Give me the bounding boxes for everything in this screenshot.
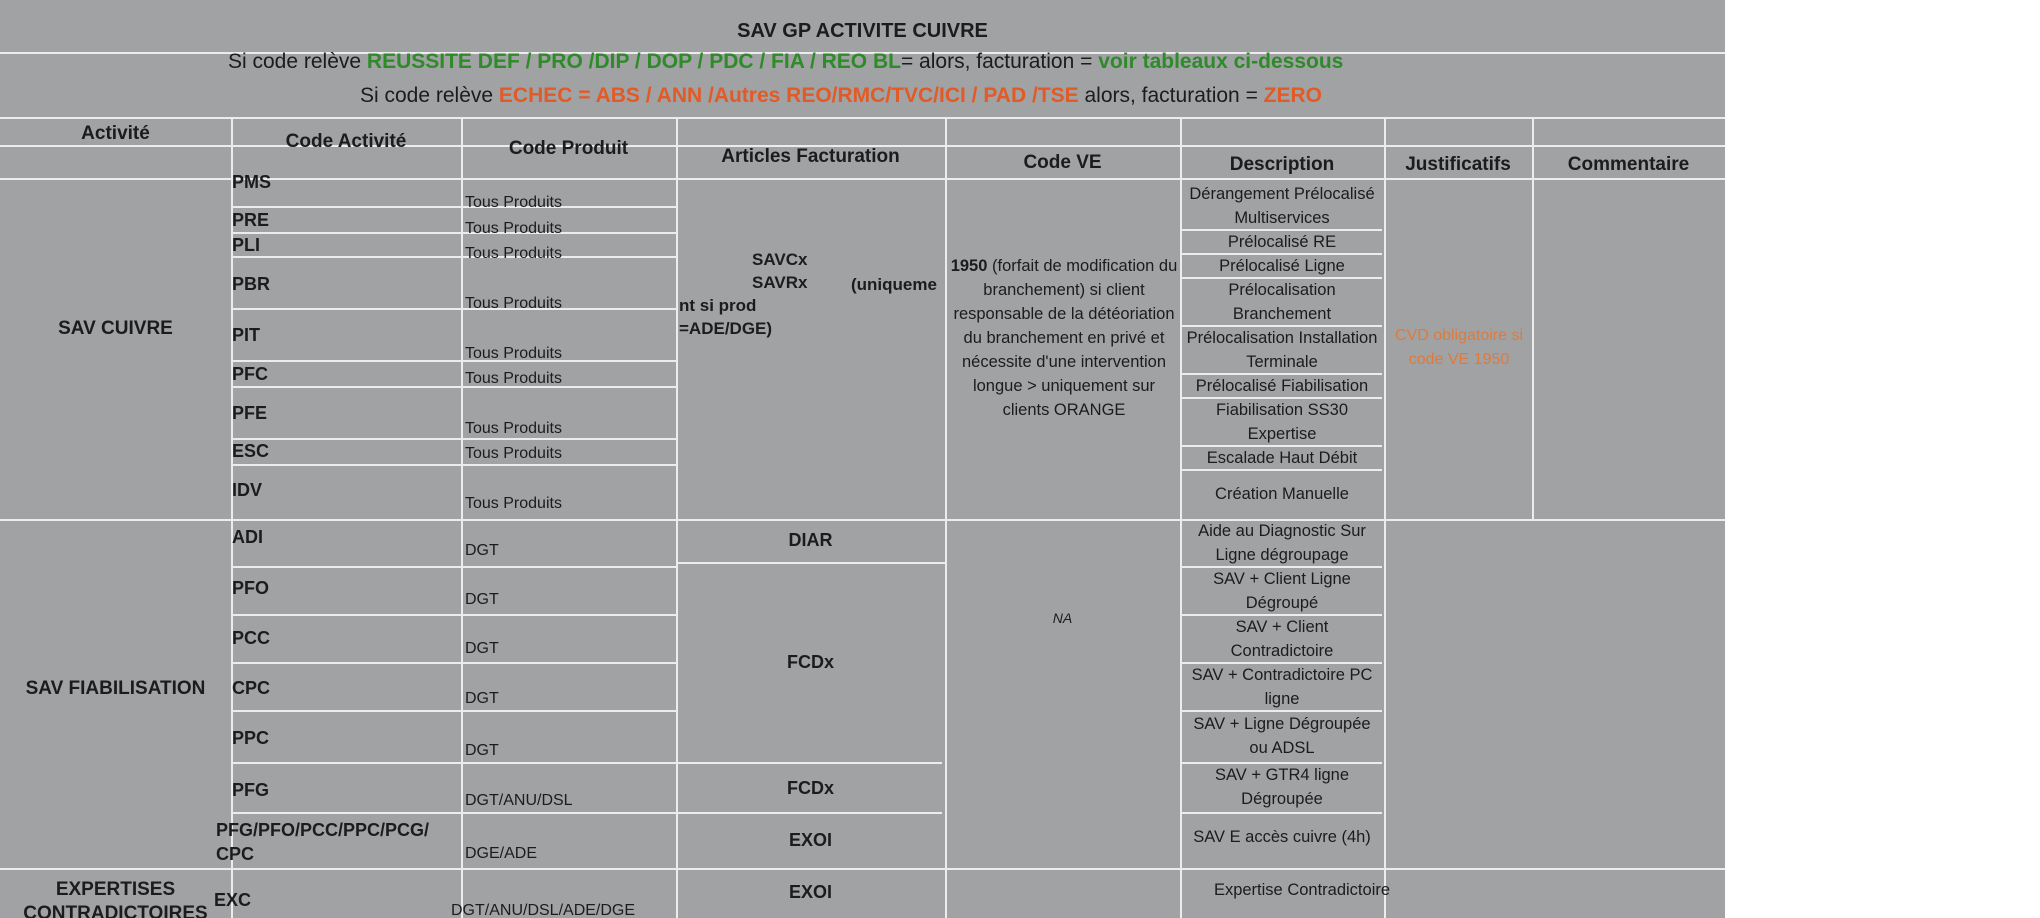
description: SAV + Client Ligne Dégroupé bbox=[1213, 570, 1351, 612]
code-produit: Tous Produits bbox=[465, 194, 562, 211]
code-activite: CPC bbox=[232, 678, 271, 698]
description: SAV + Contradictoire PC ligne bbox=[1191, 666, 1373, 708]
code-produit: Tous Produits bbox=[465, 495, 562, 512]
code-produit: DGT bbox=[465, 591, 499, 608]
activite-expertises: EXPERTISES CONTRADICTOIRES bbox=[23, 879, 208, 918]
rule-line bbox=[0, 519, 1725, 521]
code-activite: PFO bbox=[232, 578, 270, 598]
description: SAV E accès cuivre (4h) bbox=[1193, 828, 1371, 846]
activite-sav-cuivre: SAV CUIVRE bbox=[58, 318, 173, 339]
code-produit: DGE/ADE bbox=[465, 845, 538, 862]
description: SAV + Client Contradictoire bbox=[1230, 618, 1334, 660]
article-diar: DIAR bbox=[788, 530, 833, 550]
activite-sav-fiabilisation: SAV FIABILISATION bbox=[25, 678, 206, 699]
code-activite: PFG/PFO/PCC/PPC/PCG/ CPC bbox=[216, 820, 430, 864]
code-activite: PFE bbox=[232, 403, 268, 423]
failure-rule bbox=[360, 84, 1322, 108]
description: Prélocalisé Fiabilisation bbox=[1195, 377, 1369, 395]
description: Aide au Diagnostic Sur Ligne dégroupage bbox=[1198, 522, 1366, 564]
row-line bbox=[677, 562, 947, 564]
header-description: Description bbox=[1229, 154, 1335, 175]
failure-prefix: Si code relève bbox=[360, 84, 494, 107]
code-produit: Tous Produits bbox=[465, 420, 562, 437]
success-mid: = alors, facturation = bbox=[900, 50, 1093, 73]
success-prefix: Si code relève bbox=[228, 50, 362, 73]
column-line bbox=[461, 117, 463, 918]
code-activite: PFG bbox=[232, 780, 270, 800]
code-produit: DGT/ANU/DSL bbox=[465, 792, 573, 809]
code-produit: Tous Produits bbox=[465, 345, 562, 362]
code-activite: ESC bbox=[232, 441, 270, 461]
header-code-activite: Code Activité bbox=[285, 131, 407, 152]
rule-line bbox=[0, 868, 1725, 870]
code-activite: PRE bbox=[232, 210, 270, 230]
row-line bbox=[232, 464, 677, 466]
description: Prélocalisation Installation Terminale bbox=[1186, 329, 1378, 371]
code-produit: DGT bbox=[465, 690, 499, 707]
code-produit: Tous Produits bbox=[465, 445, 562, 462]
article-savrx: SAVRx bbox=[752, 273, 808, 292]
code-activite: PMS bbox=[232, 172, 272, 192]
article-exoi: EXOI bbox=[788, 830, 832, 850]
code-activite: PFC bbox=[232, 364, 268, 384]
success-rule bbox=[228, 50, 1343, 74]
header-activite: Activité bbox=[81, 123, 150, 144]
description: Dérangement Prélocalisé Multiservices bbox=[1189, 185, 1375, 227]
description: Fiabilisation SS30 Expertise bbox=[1215, 401, 1349, 443]
row-line bbox=[232, 812, 942, 814]
description: Expertise Contradictoire bbox=[1213, 881, 1391, 899]
success-codes: REUSSITE DEF / PRO /DIP / DOP / PDC / FIA / REO BL bbox=[366, 50, 901, 73]
header-articles: Articles Facturation bbox=[721, 146, 900, 167]
code-produit: Tous Produits bbox=[465, 220, 562, 237]
code-activite: PPC bbox=[232, 728, 270, 748]
code-ve-na: NA bbox=[1052, 610, 1073, 626]
code-ve-text: (forfait de modification du branchement) si client responsable de la détéoriation du branchement en privé et nécessite d'une intervention longue > uniquement sur clients ORANGE bbox=[953, 257, 1178, 419]
row-line bbox=[232, 308, 677, 310]
article-savcx: SAVCx bbox=[752, 250, 808, 269]
header-justificatifs: Justificatifs bbox=[1405, 154, 1511, 175]
description: SAV + GTR4 ligne Dégroupée bbox=[1214, 766, 1350, 808]
row-line bbox=[232, 762, 942, 764]
code-produit: DGT bbox=[465, 742, 499, 759]
column-line bbox=[945, 117, 947, 918]
code-activite: PCC bbox=[232, 628, 271, 648]
row-line bbox=[232, 256, 677, 258]
code-activite: IDV bbox=[232, 480, 263, 500]
article-exoi: EXOI bbox=[788, 882, 832, 902]
header-code-produit: Code Produit bbox=[508, 138, 629, 159]
column-line bbox=[1384, 117, 1386, 918]
article-only-note: (uniqueme bbox=[851, 275, 937, 294]
code-produit: Tous Produits bbox=[465, 370, 562, 387]
code-produit: DGT bbox=[465, 542, 499, 559]
code-ve-number: 1950 bbox=[950, 257, 988, 275]
code-activite: PLI bbox=[232, 235, 261, 255]
code-activite: PBR bbox=[232, 274, 271, 294]
row-line bbox=[232, 614, 677, 616]
description: Prélocalisé RE bbox=[1227, 233, 1337, 251]
row-line bbox=[232, 386, 677, 388]
row-line bbox=[232, 360, 677, 362]
row-line bbox=[232, 662, 677, 664]
page-title: SAV GP ACTIVITE CUIVRE bbox=[737, 20, 988, 42]
row-line bbox=[232, 710, 677, 712]
failure-result: ZERO bbox=[1263, 84, 1323, 107]
description: Escalade Haut Débit bbox=[1206, 449, 1358, 467]
column-line bbox=[1532, 117, 1534, 519]
code-produit: DGT/ANU/DSL/ADE/DGE bbox=[451, 902, 636, 918]
code-activite: ADI bbox=[232, 527, 263, 547]
code-produit: Tous Produits bbox=[465, 295, 562, 312]
code-produit: Tous Produits bbox=[465, 245, 562, 262]
row-line bbox=[232, 438, 677, 440]
header-code-ve: Code VE bbox=[1023, 152, 1102, 173]
code-ve-cuivre bbox=[950, 254, 1178, 422]
article-note-line3: nt si prod bbox=[679, 296, 757, 315]
description: Création Manuelle bbox=[1215, 485, 1349, 503]
code-activite: EXC bbox=[214, 890, 252, 910]
code-produit: DGT bbox=[465, 640, 499, 657]
article-note-line4: =ADE/DGE) bbox=[679, 319, 773, 338]
justificatif-cvd: CVD obligatoire si code VE 1950 bbox=[1394, 327, 1524, 368]
failure-mid: alors, facturation = bbox=[1084, 84, 1258, 107]
article-fcdx: FCDx bbox=[786, 778, 834, 798]
row-line bbox=[1182, 812, 1382, 814]
article-fcdx: FCDx bbox=[786, 652, 834, 672]
description: SAV + Ligne Dégroupée ou ADSL bbox=[1193, 715, 1371, 757]
code-activite: PIT bbox=[232, 325, 261, 345]
description: Prélocalisé Ligne bbox=[1219, 257, 1345, 275]
header-commentaire: Commentaire bbox=[1567, 154, 1690, 175]
rule-line bbox=[0, 117, 1725, 119]
row-line bbox=[232, 566, 677, 568]
success-result: voir tableaux ci-dessous bbox=[1098, 50, 1344, 73]
description: Prélocalisation Branchement bbox=[1228, 281, 1336, 323]
failure-codes: ECHEC = ABS / ANN /Autres REO/RMC/TVC/ICI / PAD /TSE bbox=[498, 84, 1079, 107]
row-line bbox=[232, 206, 677, 208]
row-line bbox=[232, 232, 677, 234]
